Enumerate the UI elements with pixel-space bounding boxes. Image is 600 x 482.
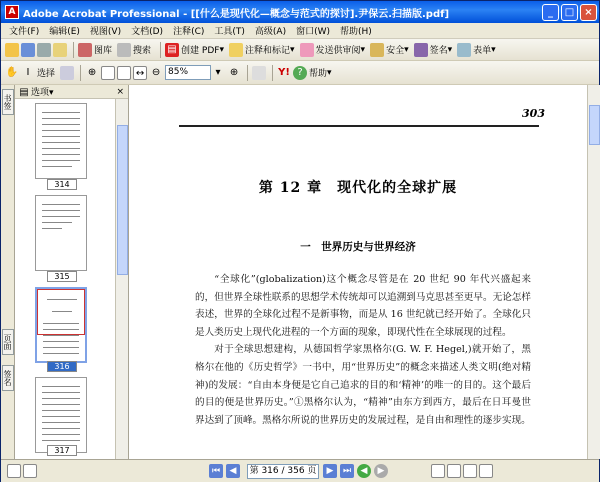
- previous-page-button[interactable]: ◀: [226, 464, 240, 478]
- facing-icon[interactable]: [463, 464, 477, 478]
- title-bar[interactable]: [1, 1, 599, 23]
- window-title: Adobe Acrobat Professional - [[什么是现代化—概念与范式的探讨].尹保云.扫描版.pdf]: [23, 8, 450, 20]
- thumbnail-317[interactable]: [35, 377, 87, 453]
- single-page-icon[interactable]: [431, 464, 445, 478]
- lock-icon: [370, 43, 384, 57]
- select-button[interactable]: 选择: [37, 69, 56, 79]
- continuous-facing-icon[interactable]: [479, 464, 493, 478]
- pen-icon: [414, 43, 428, 57]
- forms-button[interactable]: 表单 ▾: [473, 44, 496, 56]
- secure-button[interactable]: 安全 ▾: [386, 44, 409, 56]
- maximize-button[interactable]: □: [561, 4, 578, 21]
- comment-button[interactable]: 注释和标记 ▾: [244, 44, 295, 56]
- select-text-icon: I: [26, 66, 30, 78]
- menu-window[interactable]: 窗口(W): [296, 27, 331, 37]
- forms-icon: [457, 43, 471, 57]
- scroll-thumb[interactable]: [589, 105, 600, 145]
- navigation-tabs: [1, 85, 15, 459]
- menu-view[interactable]: 视图(V): [89, 27, 122, 37]
- help-button[interactable]: 帮助 ▾: [309, 67, 332, 79]
- send-review-icon: [300, 43, 314, 57]
- menu-tools[interactable]: 工具(T): [214, 27, 245, 37]
- tab-pages[interactable]: 页面: [2, 329, 14, 355]
- zoom-out-icon[interactable]: ⊖: [151, 66, 161, 78]
- thumbnail-315[interactable]: [35, 195, 87, 271]
- snapshot-icon[interactable]: [60, 66, 74, 80]
- header-rule: [179, 125, 539, 127]
- menu-document[interactable]: 文档(D): [131, 27, 164, 37]
- yahoo-icon[interactable]: Y!: [278, 66, 290, 78]
- fit-page-icon[interactable]: [117, 66, 131, 80]
- panel-header: [15, 85, 128, 99]
- next-page-button[interactable]: ▶: [323, 464, 337, 478]
- menu-edit[interactable]: 编辑(E): [49, 27, 80, 37]
- paragraph: 对于全球思想建构，从德国哲学家黑格尔(G. W. F. Hegel,)就开始了，黑格尔在他的《历史哲学》一书中，用“世界历史”的概念来描述人类文明(绝对精神)的发展：“自由本身便是它自己追求的目的和‘精神’的唯一的目的。这个最后的目的便是世界历史。”①黑格尔认为，“精神”由东方到西方，最后在日耳曼世界达到了顶峰。黑格尔所说的世界历史的发展过程，是自由和理性的逐步实现。: [195, 344, 531, 426]
- paragraph: “全球化”(globalization)这个概念尽管是在 20 世纪 90 年代兴盛起来的，但世界全球性联系的思想学术传统却可以追溯到马克思甚至更早。无论怎样表述，世界的全球化过程不是新事物，而是从 16 世纪就已经开始了。全球化只是人类历史上现代化进程的一个方面的现象，即现代性在全球展现的过程。: [195, 274, 531, 338]
- continuous-icon[interactable]: [447, 464, 461, 478]
- thumbnail-316[interactable]: [35, 287, 87, 363]
- thumbnail-label: 316: [47, 361, 77, 372]
- thumbnail-314[interactable]: [35, 103, 87, 179]
- tools-toolbar: [1, 61, 599, 85]
- menu-help[interactable]: 帮助(H): [340, 27, 372, 37]
- actual-size-icon[interactable]: [101, 66, 115, 80]
- create-pdf-icon: ▤: [165, 43, 179, 57]
- comment-icon: [229, 43, 243, 57]
- panel-close-button[interactable]: ×: [116, 86, 124, 97]
- thumbnails-list: [15, 99, 115, 459]
- rotate-icon[interactable]: [252, 66, 266, 80]
- save-icon[interactable]: [21, 43, 35, 57]
- zoom-in-icon[interactable]: ⊕: [229, 66, 239, 78]
- back-view-icon[interactable]: ◀: [357, 464, 371, 478]
- layout-icon[interactable]: [23, 464, 37, 478]
- scroll-thumb[interactable]: [117, 125, 128, 275]
- document-scrollbar[interactable]: [587, 85, 600, 459]
- options-icon: ▤: [19, 87, 29, 98]
- options-button[interactable]: ▤ 选项▾: [19, 87, 54, 98]
- organizer-button[interactable]: 图库: [94, 46, 113, 56]
- help-icon: ?: [293, 66, 307, 80]
- zoom-input[interactable]: 85%: [165, 65, 211, 80]
- binoculars-icon: [117, 43, 131, 57]
- page-indicator[interactable]: 第 316 / 356 页: [247, 464, 319, 479]
- thumbnail-label: 317: [47, 445, 77, 456]
- menu-file[interactable]: 文件(F): [9, 27, 40, 37]
- thumbnail-label: 314: [47, 179, 77, 190]
- fit-width-icon[interactable]: ↔: [133, 66, 147, 80]
- hand-icon[interactable]: ✋: [5, 66, 19, 78]
- main-toolbar: [1, 39, 599, 61]
- page-size-icon: [7, 464, 21, 478]
- section-title: 一 世界历史与世界经济: [300, 241, 416, 253]
- menu-advanced[interactable]: 高级(A): [254, 27, 287, 37]
- status-bar: [1, 459, 599, 482]
- email-icon[interactable]: [53, 43, 67, 57]
- create-pdf-button[interactable]: 创建 PDF ▾: [181, 44, 224, 56]
- document-view: [129, 85, 587, 459]
- search-button[interactable]: 搜索: [133, 46, 152, 56]
- menu-bar: [1, 23, 599, 39]
- last-page-button[interactable]: ⏭: [340, 464, 354, 478]
- print-icon[interactable]: [37, 43, 51, 57]
- sign-button[interactable]: 签名 ▾: [429, 44, 453, 56]
- minimize-button[interactable]: _: [542, 4, 559, 21]
- tab-signatures[interactable]: 签名: [2, 365, 14, 391]
- pages-panel: [15, 85, 129, 459]
- thumbnail-label: 315: [47, 271, 77, 282]
- thumbnails-scrollbar[interactable]: [115, 99, 128, 459]
- acrobat-icon: A: [5, 5, 19, 19]
- zoom-icon[interactable]: ⊕: [87, 66, 97, 78]
- send-review-button[interactable]: 发送供审阅 ▾: [315, 44, 366, 56]
- close-button[interactable]: ×: [580, 4, 597, 21]
- zoom-dropdown-icon[interactable]: ▾: [215, 66, 221, 78]
- tab-bookmarks[interactable]: 书签: [2, 89, 14, 115]
- body-text: [195, 271, 531, 429]
- chapter-title: 第 12 章 现代化的全球扩展: [258, 180, 458, 196]
- forward-view-icon[interactable]: ▶: [374, 464, 388, 478]
- page-number: 303: [522, 107, 545, 120]
- open-icon[interactable]: [5, 43, 19, 57]
- organizer-icon[interactable]: [78, 43, 92, 57]
- first-page-button[interactable]: ⏮: [209, 464, 223, 478]
- menu-comments[interactable]: 注释(C): [173, 27, 205, 37]
